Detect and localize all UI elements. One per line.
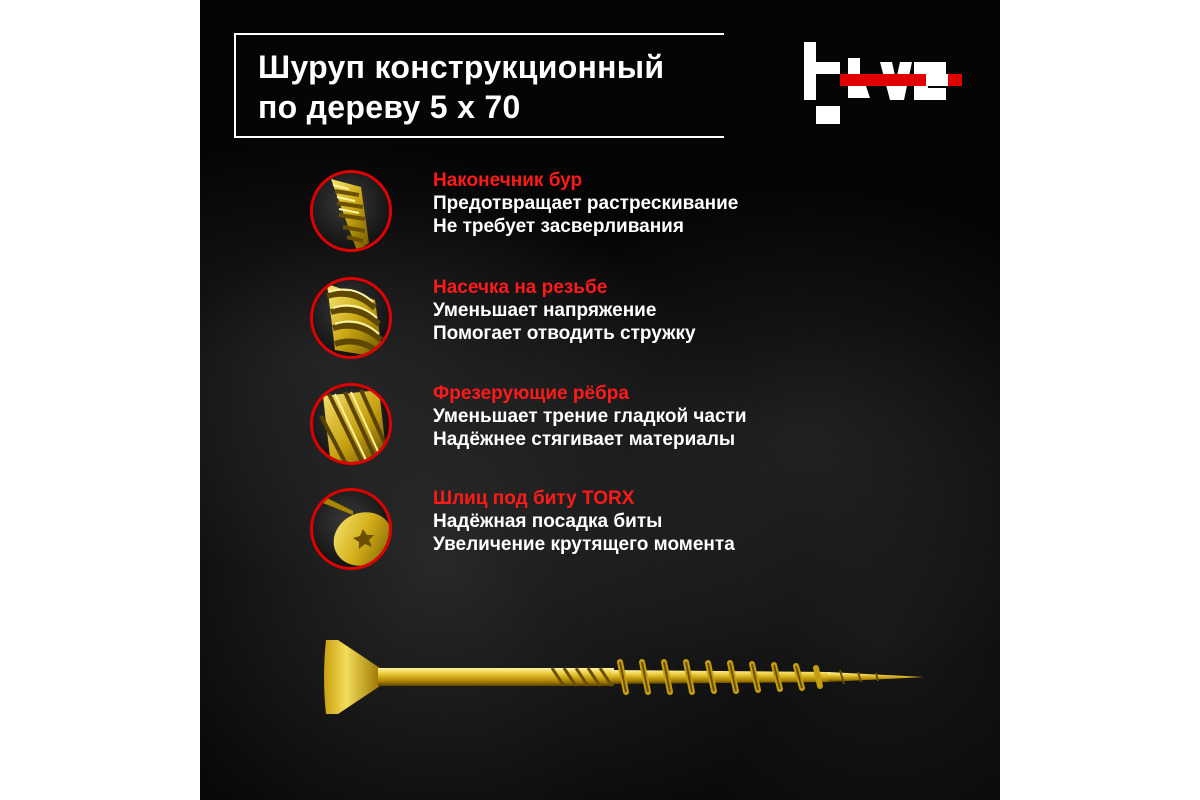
feature-line: Уменьшает трение гладкой части	[433, 406, 747, 427]
brand-logo	[796, 34, 966, 130]
product-banner	[200, 0, 1000, 800]
feature-text	[433, 277, 696, 345]
feature-drill-tip	[310, 170, 990, 254]
feature-line: Увеличение крутящего момента	[433, 534, 735, 555]
wood-screw-image	[320, 632, 930, 722]
feature-heading: Шлиц под биту TORX	[433, 488, 635, 509]
feature-line: Помогает отводить стружку	[433, 323, 696, 344]
feature-milling-ribs	[310, 383, 990, 467]
milling-ribs-icon	[313, 386, 392, 465]
feature-text	[433, 488, 735, 556]
feature-torx-slot	[310, 488, 990, 572]
feature-line: Не требует засверливания	[433, 216, 684, 237]
badge-circle	[310, 488, 392, 570]
feature-thread-notch	[310, 277, 990, 361]
badge-circle	[310, 170, 392, 252]
feature-line: Уменьшает напряжение	[433, 300, 657, 321]
feature-heading: Насечка на резьбе	[433, 277, 608, 298]
thread-notch-icon	[313, 280, 392, 359]
page-title	[258, 47, 664, 127]
drill-tip-icon	[313, 173, 392, 252]
badge-circle	[310, 277, 392, 359]
feature-line: Надёжная посадка биты	[433, 511, 663, 532]
title-line-2: по дереву 5 x 70	[258, 89, 521, 125]
feature-text	[433, 383, 747, 451]
feature-heading: Наконечник бур	[433, 170, 583, 191]
feature-text	[433, 170, 738, 238]
feature-line: Надёжнее стягивает материалы	[433, 429, 736, 450]
title-line-1: Шуруп конструкционный	[258, 49, 665, 85]
feature-heading: Фрезерующие рёбра	[433, 383, 629, 404]
feature-line: Предотвращает растрескивание	[433, 193, 739, 214]
torx-head-icon	[313, 491, 392, 570]
badge-circle	[310, 383, 392, 465]
